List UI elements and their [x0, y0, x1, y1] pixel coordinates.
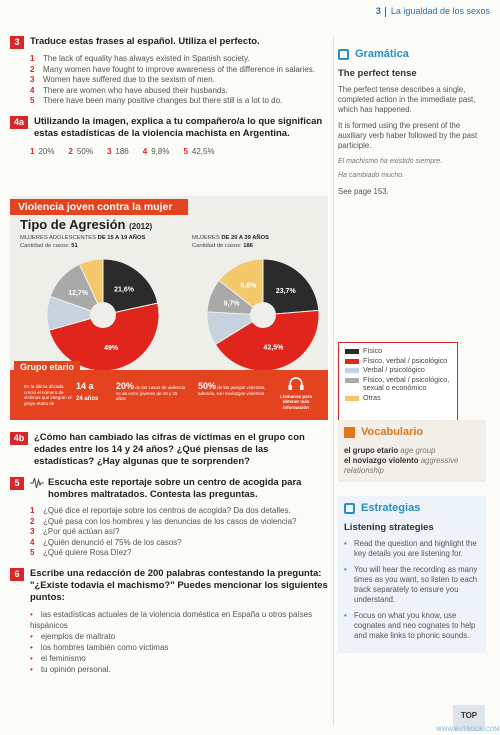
grammar-paragraph: The perfect tense describes a single, completed action in the immediate past, which has happened.: [338, 85, 476, 114]
grammar-heading: [338, 48, 484, 60]
cases-value: 186: [243, 243, 253, 249]
figure-item: [183, 147, 214, 156]
unit-number: 3: [375, 6, 381, 16]
exercise-title: Traduce estas frases al español. Utiliza el perfecto.: [30, 36, 260, 47]
chart-title-text: Tipo de Agresión: [20, 217, 126, 232]
exercise-5: [10, 477, 328, 501]
unit-title: La igualdad de los sexos: [390, 6, 490, 16]
strategies-heading: [344, 502, 480, 514]
item-number: 1: [30, 54, 35, 63]
legend-item: [345, 357, 451, 366]
exercise-number: 4b: [10, 432, 28, 445]
legend-label: Físico: [363, 346, 383, 355]
list-item: [30, 527, 328, 538]
item-text: ¿Qué pasa con los hombres y las denuncias de los casos de violencia?: [43, 516, 297, 526]
donut-hole: [250, 302, 276, 328]
vocab-word: el grupo etario: [344, 446, 399, 455]
item-text: The lack of equality has always existed in Spanish society.: [43, 54, 250, 63]
chart-title: [20, 217, 152, 232]
legend-swatch: [345, 396, 359, 401]
legend-item: [345, 366, 451, 375]
legend-item: [345, 376, 451, 393]
donut-hole: [90, 302, 116, 328]
list-item: • los hombres también como víctimas: [30, 642, 328, 653]
group-label-text: MUJERES ADOLESCENTES: [20, 235, 98, 241]
slice-label: 42,5%: [263, 344, 284, 352]
item-number: 1: [30, 146, 35, 156]
chart-year: (2012): [129, 222, 153, 231]
column-divider: [333, 36, 334, 726]
chart-legend: [338, 342, 458, 424]
exercise-number: 4a: [10, 116, 28, 129]
cases-label: Cantidad de casos:: [192, 243, 244, 249]
exercise-6: [10, 568, 328, 604]
list-item: [30, 506, 328, 517]
cases-label: Cantidad de casos:: [20, 243, 72, 249]
grammar-icon: [338, 49, 349, 60]
group-2-label: [192, 234, 269, 250]
slice-label: 23,7%: [275, 287, 296, 295]
stat-1-value-b: 24 años: [76, 396, 99, 402]
stat-3-text: de las parejas violentas, además, son noviazgos violentos: [198, 385, 266, 396]
item-number: 2: [30, 64, 35, 74]
strategies-list: [344, 539, 480, 641]
list-item: • tu opinión personal.: [30, 664, 328, 675]
item-number: 5: [30, 548, 35, 557]
exercise-4a: [10, 116, 328, 140]
strategies-heading-text: Estrategias: [361, 502, 421, 514]
stats-heading: Grupo etario: [14, 361, 80, 373]
legend-item: [345, 394, 451, 403]
grammar-see-page: See page 153.: [338, 187, 389, 196]
list-item: • el feminismo: [30, 653, 328, 664]
grammar-example: Ha cambiado mucho.: [338, 172, 405, 179]
vocabulary-box: [338, 420, 486, 482]
stat-1-text: En la última década creció el número de víctimas que integran el grupo etario de: [24, 384, 72, 406]
item-text: There have been many positive changes but there still is a lot to do.: [43, 96, 283, 105]
list-item: • Read the question and highlight the key details you are listening for.: [344, 539, 480, 559]
cases-value: 51: [71, 243, 78, 249]
page-header: [376, 6, 490, 17]
legend-label: Físico, verbal / psicológico: [363, 355, 448, 365]
list-item: [30, 54, 328, 65]
item-number: 3: [106, 146, 112, 156]
item-number: 1: [30, 506, 35, 515]
grammar-paragraph: It is formed using the present of the auxiliary verb haber followed by the past participle.: [338, 121, 478, 150]
item-number: 5: [183, 146, 188, 156]
vocabulary-entry: [344, 446, 480, 456]
list-item: • ejemplos de maltrato: [30, 631, 328, 642]
header-divider: [385, 7, 386, 17]
stat-2: [116, 381, 186, 402]
exercise-number: 5: [10, 477, 24, 490]
exercise-title: Utilizando la imagen, explica a tu compañero/a lo que significan estas estadísticas de la violencia machista en Argentina.: [34, 115, 323, 139]
item-value: 186: [115, 146, 129, 156]
list-item: [30, 75, 328, 86]
main-column-lower: [10, 432, 328, 675]
item-number: 4: [30, 85, 35, 95]
stat-4-text: Llamanos para obtener más información: [280, 393, 312, 410]
exercise-6-list: [30, 609, 328, 675]
group-label-text: MUJERES: [192, 235, 222, 241]
stat-3: [198, 381, 268, 396]
audio-wave-icon: [30, 477, 44, 489]
figure-item: [30, 147, 54, 156]
stat-1-value-a: 14 a: [76, 381, 94, 391]
item-text: ¿Por qué actúan así?: [43, 527, 120, 536]
vocab-word: el noviazgo violento: [344, 456, 419, 465]
strategies-icon: [344, 503, 355, 514]
list-item: [30, 548, 328, 559]
item-number: 4: [142, 146, 148, 156]
item-number: 5: [30, 96, 35, 105]
legend-swatch: [345, 378, 359, 383]
legend-label: Físico, verbal / psicológico, sexual o económico: [363, 374, 450, 392]
exercise-number: 3: [10, 36, 24, 49]
item-value: 50%: [76, 146, 93, 156]
list-item: • las estadísticas actuales de la violencia doméstica en España u otros países hispánicos: [30, 609, 328, 631]
headphones-icon: [287, 376, 305, 392]
stat-3-value: 50%: [198, 381, 217, 391]
exercise-title: Escucha este reportaje sobre un centro de acogida para hombres maltratados. Contesta las preguntas.: [48, 477, 302, 500]
infographic: [10, 196, 328, 420]
slice-label: 49%: [104, 345, 119, 353]
vocab-translation: aggressive relationship: [344, 456, 459, 475]
group-label-age: DE 20 A 39 AÑOS: [221, 235, 269, 241]
item-value: 42,5%: [191, 146, 215, 156]
slice-label: 21,6%: [114, 286, 135, 294]
stat-1-value: [76, 381, 106, 403]
group-label-age: DE 15 A 19 AÑOS: [97, 235, 146, 241]
main-column: [10, 36, 328, 156]
vocabulary-heading: [344, 426, 480, 438]
item-text: ¿Qué quiere Rosa Díez?: [43, 548, 132, 557]
grammar-heading-text: Gramática: [355, 48, 409, 60]
exercise-4a-figures: [30, 147, 328, 156]
exercise-4b: [10, 432, 328, 468]
stat-2-text: de los casos de violencia se da entre jóvenes de 19 y 25 años: [116, 385, 186, 401]
item-text: ¿Quién denunció el 75% de los casos?: [43, 537, 182, 547]
item-number: 3: [30, 75, 35, 84]
list-item: [30, 538, 328, 549]
grammar-box: [338, 48, 484, 197]
item-number: 2: [68, 146, 73, 156]
item-text: Many women have fought to improve awareness of the difference in salaries.: [43, 64, 315, 74]
figure-item: [68, 147, 92, 156]
vocabulary-icon: [344, 427, 355, 438]
vocabulary-entry: [344, 456, 480, 476]
slice-label: 9,8%: [240, 282, 257, 290]
list-item: • Focus on what you know, use cognates and neo cognates to help and make links to phonic sounds.: [344, 611, 480, 641]
legend-item: [345, 347, 451, 356]
pie-chart-adultas: [202, 254, 324, 376]
legend-swatch: [345, 368, 359, 373]
watermark: WWW.BUTBOOK.COM: [436, 727, 500, 733]
item-text: Women have suffered due to the sexism of men.: [43, 75, 215, 84]
legend-swatch: [345, 349, 359, 354]
exercise-title: ¿Cómo han cambiado las cifras de víctimas en el grupo con edades entre los 14 y 24 años? ¿Qué piensas de las estadísticas? ¿Hay algunas que te sorprenden?: [34, 432, 305, 467]
slice-label: 12,7%: [68, 289, 89, 297]
strategies-subtitle: Listening strategies: [344, 522, 434, 533]
pie-chart-adolescentes: [42, 254, 164, 376]
figure-item: [107, 147, 129, 156]
list-item: [30, 96, 328, 107]
exercise-3-list: [30, 54, 328, 107]
item-number: 2: [30, 516, 35, 526]
item-text: ¿Qué dice el reportaje sobre los centros de acogida? Da dos detalles.: [43, 506, 291, 515]
list-item: • You will hear the recording as many times as you want, so listen to each track separately to ensure you understand.: [344, 565, 480, 605]
legend-swatch: [345, 359, 359, 364]
stat-2-value: 20%: [116, 381, 135, 391]
age-group-stats: [10, 362, 328, 420]
figure-item: [143, 147, 170, 156]
exercise-3: [10, 36, 328, 49]
legend-label: Otras: [363, 392, 381, 402]
vocabulary-heading-text: Vocabulario: [361, 426, 424, 438]
group-1-label: [20, 234, 145, 250]
list-item: [30, 86, 328, 97]
item-value: 20%: [38, 146, 55, 156]
slice-label: 9,7%: [223, 300, 240, 308]
list-item: [30, 517, 328, 528]
exercise-title: Escribe una redacción de 200 palabras contestando la pregunta: "¿Existe todavía el machismo?" Puedes mencionar los siguientes puntos:: [30, 567, 328, 603]
list-item: [30, 65, 328, 76]
legend-label: Verbal / psicológico: [363, 365, 425, 374]
exercise-5-list: [30, 506, 328, 559]
infographic-banner: Violencia joven contra la mujer: [10, 199, 188, 215]
exercise-number: 6: [10, 568, 24, 581]
item-number: 3: [30, 527, 35, 536]
item-value: 9,8%: [151, 146, 170, 156]
strategies-box: [338, 496, 486, 653]
stat-4: [272, 376, 320, 410]
vocab-translation: age group: [400, 446, 436, 455]
item-number: 4: [30, 537, 35, 547]
item-text: There are women who have abused their husbands.: [43, 85, 228, 95]
grammar-example: El machismo ha existido siempre.: [338, 158, 443, 165]
grammar-subtitle: The perfect tense: [338, 68, 417, 79]
top-button[interactable]: TOP: [453, 705, 485, 731]
